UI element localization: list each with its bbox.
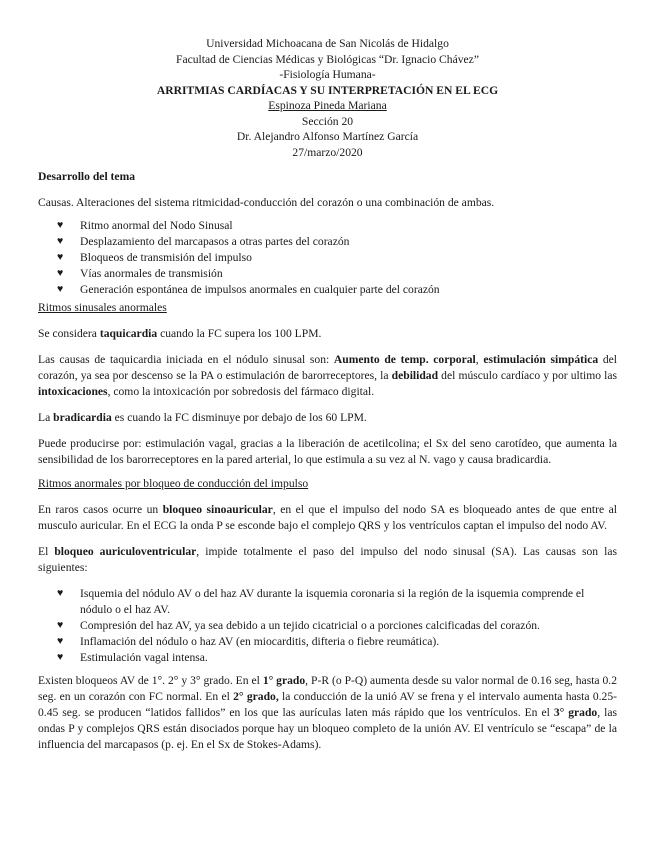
list-item: ♥ Bloqueos de transmisión del impulso [57, 251, 252, 264]
heart-bullet-icon: ♥ [57, 220, 64, 231]
university-name: Universidad Michoacana de San Nicolás de Hidalgo [206, 37, 449, 50]
document-header [38, 36, 617, 160]
bradycardia-causes: Puede producirse por: estimulación vagal, gracias a la liberación de acetilcolina; el Sx del seno carotídeo, que aumenta la sensibilidad de los barorreceptores en la pared arterial, lo que estimula a su vez al N. vago y causa bradicardia. [38, 437, 617, 466]
list-item: ♥ Inflamación del nódulo o haz AV (en miocarditis, difteria o fiebre reumática). [57, 635, 440, 648]
sinoauricular-block: En raros casos ocurre un bloqueo sinoauricular, en el que el impulso del nodo SA es bloqueado antes de que entre al musculo auricular. En el ECG la onda P se esconde bajo el complejo QRS y los ventrículos captan el impulso del nodo AV. [38, 503, 617, 532]
heart-bullet-icon: ♥ [57, 236, 64, 247]
heart-bullet-icon: ♥ [57, 620, 64, 631]
list-item: ♥ Compresión del haz AV, ya sea debido a un tejido cicatricial o a porciones calcificadas del corazón. [57, 619, 540, 632]
causes-list [38, 218, 617, 298]
document-page [38, 36, 617, 753]
teacher-name: Dr. Alejandro Alfonso Martínez García [236, 130, 419, 143]
tachycardia-causes: Las causas de taquicardia iniciada en el nódulo sinusal son: Aumento de temp. corporal, estimulación simpática del corazón, ya sea por descenso se la PA o estimulación de barorreceptores, la debilidad del músculo cardíaco y por ultimo las intoxicaciones, como la intoxicación por sobredosis del fármaco digital. [38, 353, 618, 398]
sinus-heading: Ritmos sinusales anormales [38, 301, 167, 314]
heart-bullet-icon: ♥ [57, 652, 64, 663]
list-item: ♥ Isquemia del nódulo AV o del haz AV durante la isquemia coronaria si la región de la isquemia comprende el nódulo o el haz AV. [57, 587, 585, 616]
av-block-intro: El bloqueo auriculoventricular, impide totalmente el paso del impulso del nodo sinusal (SA). Las causas son las siguientes: [38, 545, 617, 574]
av-block-causes-list [38, 586, 617, 666]
faculty-name: Facultad de Ciencias Médicas y Biológicas “Dr. Ignacio Chávez” [176, 52, 479, 66]
block-heading: Ritmos anormales por bloqueo de conducción del impulso [38, 477, 309, 490]
av-block-degrees: Existen bloqueos AV de 1°. 2° y 3° grado. En el 1° grado, P-R (o P-Q) aumenta desde su valor normal de 0.16 seg, hasta 0.2 seg. en un corazón con FC normal. En el 2° grado, la conducción de la unió AV se frena y el intervalo aumenta hasta 0.25-0.45 seg. se producen “latidos fallidos” en los que las aurículas laten más rápido que los ventrículos. En el 3° grado, las ondas P y complejos QRS están disociados porque hay un bloqueo completo de la unión AV. El ventrículo se “escapa” de la influencia del marcapasos (p. ej. En el Sx de Stokes-Adams). [38, 674, 617, 751]
list-item: ♥ Desplazamiento del marcapasos a otras partes del corazón [57, 235, 350, 248]
bradycardia-definition: La bradicardia es cuando la FC disminuye por debajo de los 60 LPM. [38, 411, 367, 424]
list-item: ♥ Vías anormales de transmisión [57, 267, 223, 280]
section-label: Sección 20 [301, 114, 354, 128]
document-title: ARRITMIAS CARDÍACAS Y SU INTERPRETACIÓN EN EL ECG [156, 83, 499, 97]
development-heading: Desarrollo del tema [38, 170, 136, 183]
list-item: ♥ Ritmo anormal del Nodo Sinusal [57, 219, 233, 232]
author-name: Espinoza Pineda Mariana [268, 99, 387, 112]
document-date: 27/marzo/2020 [292, 145, 363, 159]
heart-bullet-icon: ♥ [57, 252, 64, 263]
heart-bullet-icon: ♥ [57, 588, 64, 599]
causes-intro: Causas. Alteraciones del sistema ritmicidad-conducción del corazón o una combinación de ambas. [38, 196, 495, 209]
heart-bullet-icon: ♥ [57, 268, 64, 279]
list-item: ♥ Estimulación vagal intensa. [57, 651, 208, 664]
tachycardia-definition: Se considera taquicardia cuando la FC supera los 100 LPM. [38, 327, 322, 340]
subject-name: -Fisiología Humana- [279, 68, 376, 81]
heart-bullet-icon: ♥ [57, 284, 64, 295]
list-item: ♥ Generación espontánea de impulsos anormales en cualquier parte del corazón [57, 283, 440, 296]
heart-bullet-icon: ♥ [57, 636, 64, 647]
